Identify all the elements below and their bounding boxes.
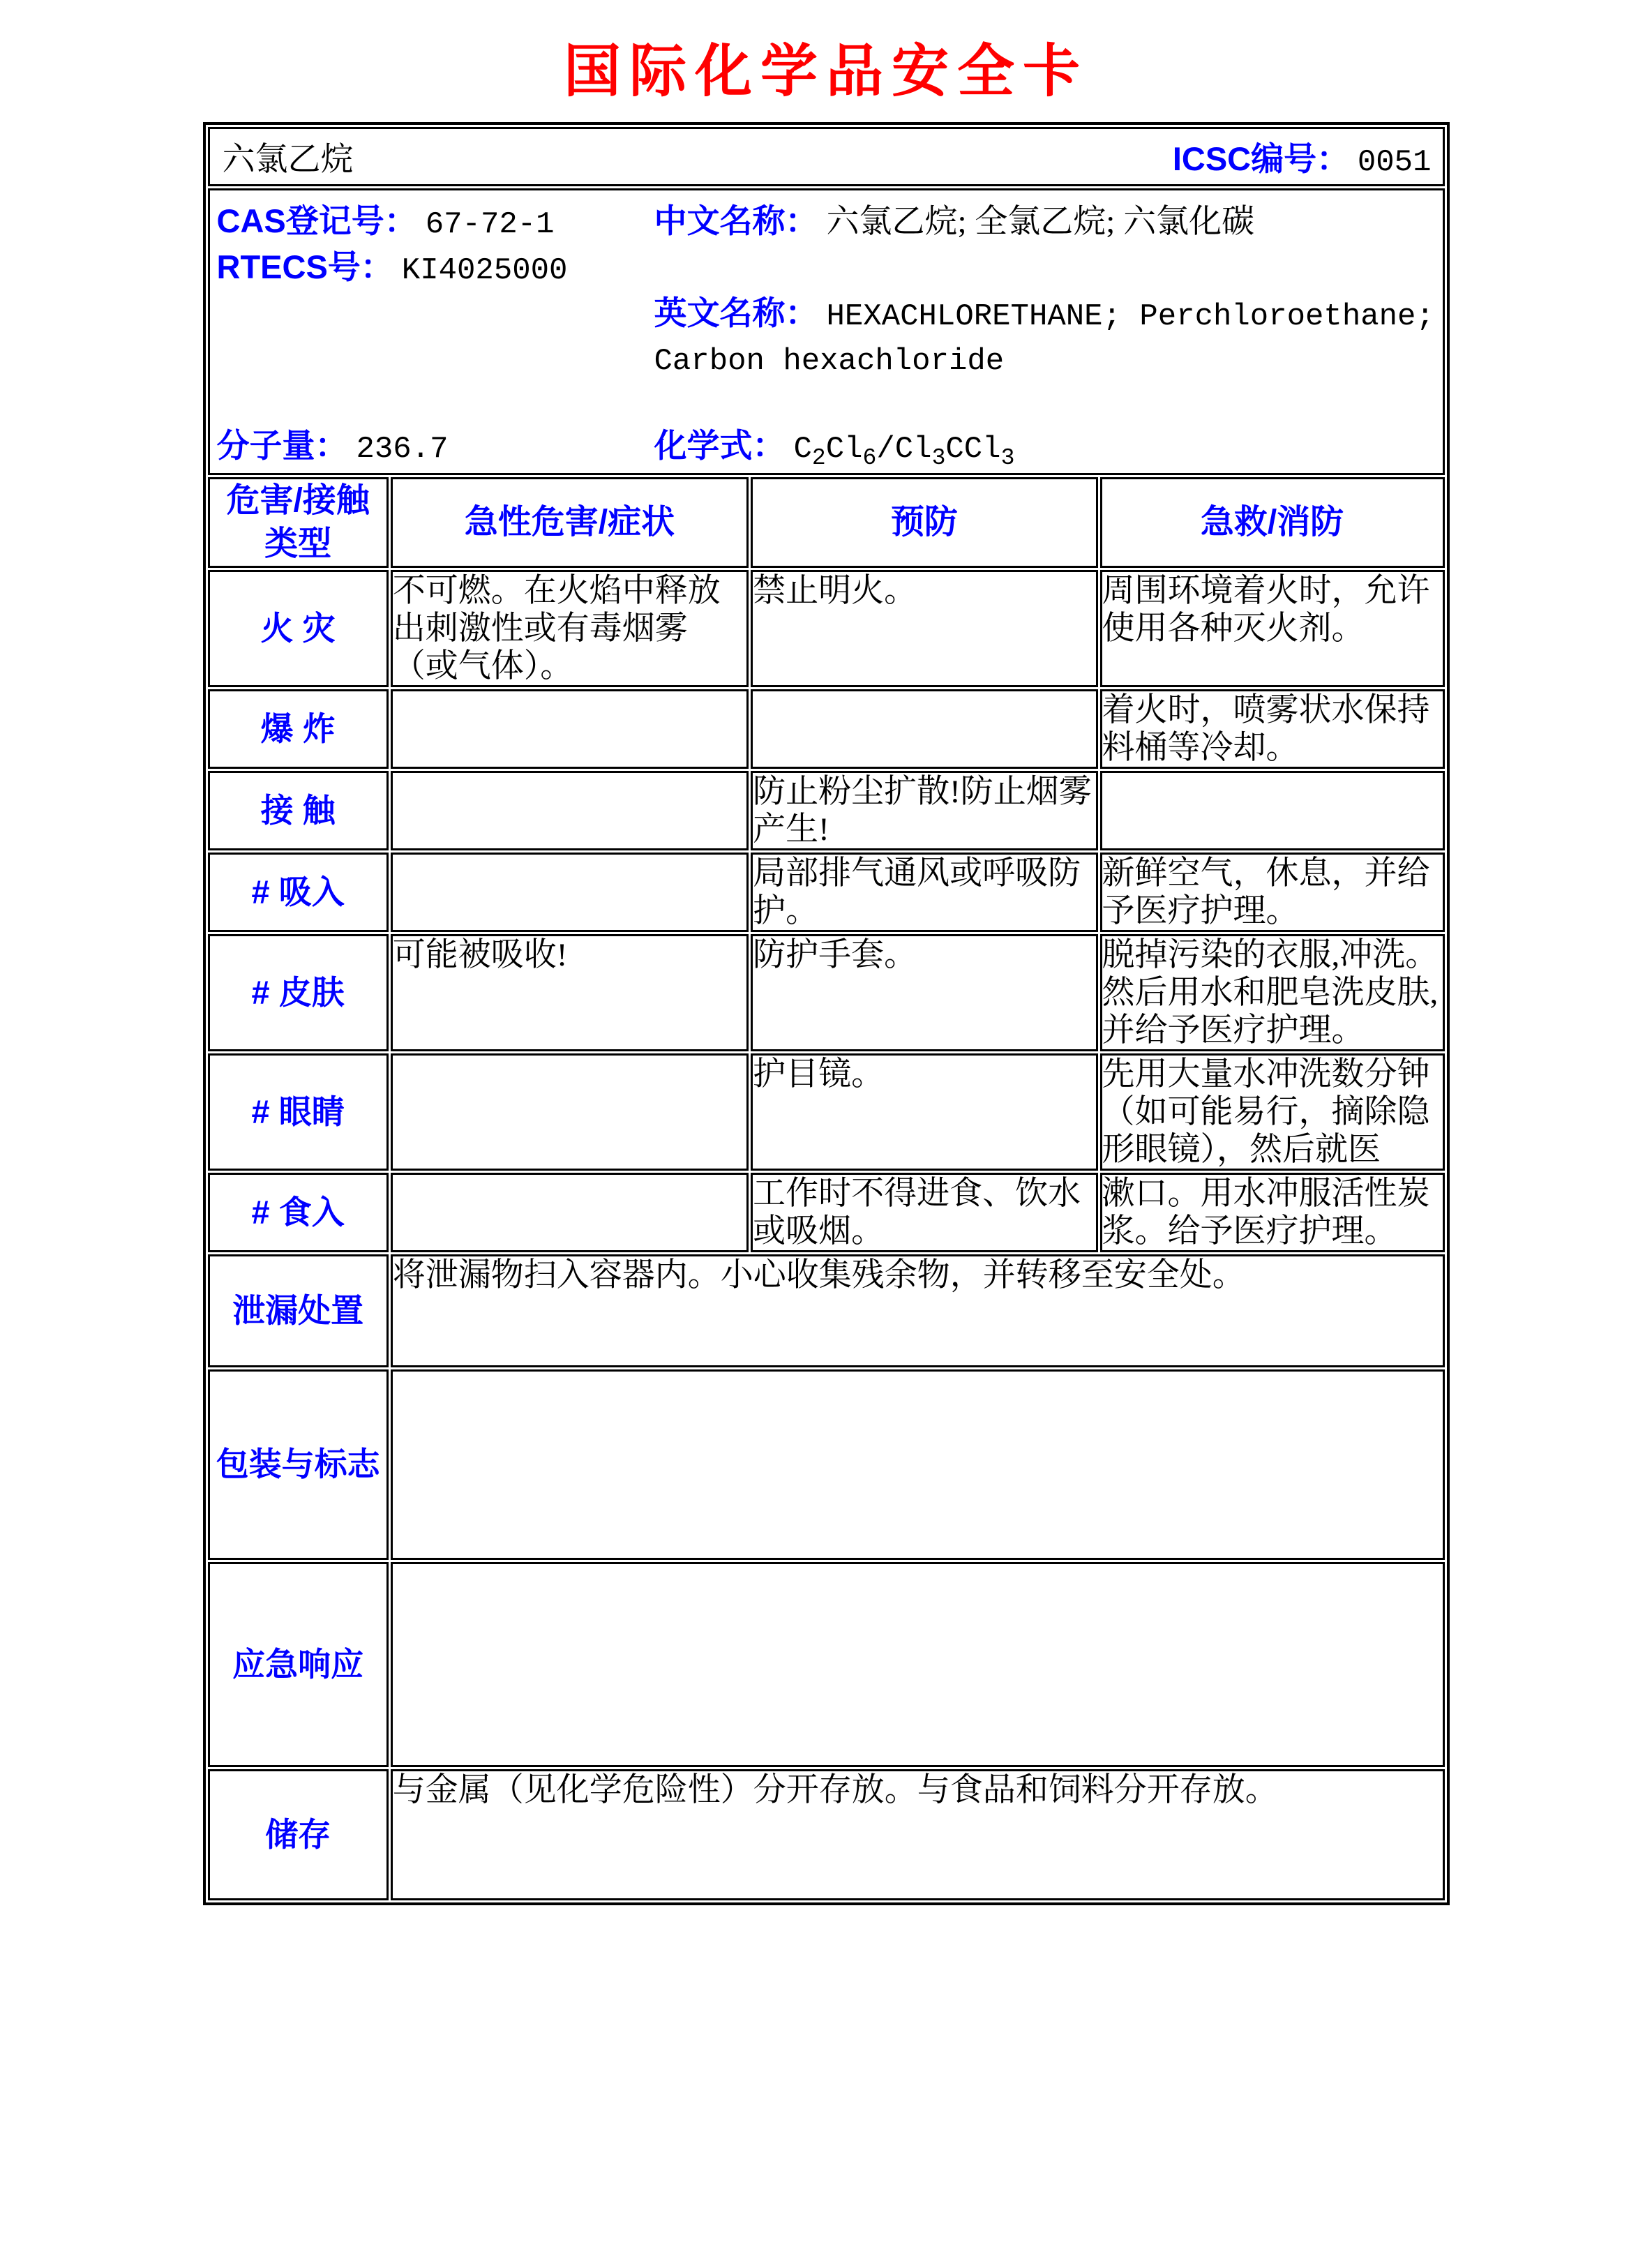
explosion-firstaid-cell: 着火时，喷雾状水保持料桶等冷却。 (1100, 689, 1445, 769)
chemical-name: 六氯乙烷 (222, 141, 354, 178)
spillage-content-cell: 将泄漏物扫入容器内。小心收集残余物，并转移至安全处。 (391, 1254, 1445, 1367)
rtecs-label: RTECS号： (216, 248, 393, 285)
inhalation-prevention-cell: 局部排气通风或呼吸防护。 (751, 853, 1097, 932)
row-label-emergency: 应急响应 (208, 1562, 389, 1767)
formula-line (654, 426, 1015, 469)
row-label-packaging: 包装与标志 (208, 1369, 389, 1560)
english-name-line (654, 292, 1445, 382)
ingestion-symptoms-cell (391, 1173, 749, 1252)
eyes-symptoms-cell (391, 1053, 749, 1171)
table-row-ingestion (208, 1173, 1445, 1252)
row-label-storage: 储存 (208, 1769, 389, 1900)
row-label-explosion: 爆 炸 (208, 689, 389, 769)
chinese-name-line (654, 200, 1443, 243)
molecular-weight-line (217, 426, 449, 469)
fire-symptoms-cell: 不可燃。在火焰中释放出刺激性或有毒烟雾（或气体）。 (391, 570, 749, 687)
packaging-content-cell (391, 1369, 1445, 1560)
row-label-skin: # 皮肤 (208, 934, 389, 1051)
row-label-inhalation: # 吸入 (208, 853, 389, 932)
exposure-symptoms-cell (391, 771, 749, 850)
cas-number-line (217, 202, 555, 244)
hazard-header-prevention: 预防 (751, 477, 1097, 568)
table-row-explosion (208, 689, 1445, 769)
ingestion-firstaid-cell: 漱口。用水冲服活性炭浆。给予医疗护理。 (1100, 1173, 1445, 1252)
fire-firstaid-cell: 周围环境着火时，允许使用各种灭火剂。 (1100, 570, 1445, 687)
table-row-eyes (208, 1053, 1445, 1171)
row-label-eyes: # 眼睛 (208, 1053, 389, 1171)
fire-prevention-cell: 禁止明火。 (751, 570, 1097, 687)
formula-value: $C_2Cl_6/Cl_3CCl_3$ (793, 431, 1015, 471)
inhalation-symptoms-cell (391, 853, 749, 932)
cas-label: CAS登记号： (216, 202, 417, 239)
table-row-packaging (208, 1369, 1445, 1560)
name-bar (208, 127, 1445, 186)
row-label-spillage: 泄漏处置 (208, 1254, 389, 1367)
chinese-name-value: 六氯乙烷; 全氯乙烷; 六氯化碳 (826, 203, 1255, 240)
skin-prevention-cell: 防护手套。 (751, 934, 1097, 1051)
explosion-prevention-cell (751, 689, 1097, 769)
cas-value: 67-72-1 (425, 207, 555, 242)
row-label-exposure: 接 触 (208, 771, 389, 850)
skin-symptoms-cell: 可能被吸收! (391, 934, 749, 1051)
hazard-header-type: 危害/接触 类型 (208, 477, 389, 568)
molecular-weight-value: 236.7 (356, 431, 449, 467)
row-label-ingestion: # 食入 (208, 1173, 389, 1252)
table-row-emergency (208, 1562, 1445, 1767)
icsc-number-label: ICSC编号： (1172, 140, 1350, 177)
table-row-inhalation (208, 853, 1445, 932)
hazard-header-symptoms: 急性危害/症状 (391, 477, 749, 568)
exposure-prevention-cell: 防止粉尘扩散!防止烟雾产生! (751, 771, 1097, 850)
table-row-exposure (208, 771, 1445, 850)
page-title: 国际化学品安全卡 (563, 40, 1088, 103)
formula-label: 化学式： (654, 426, 786, 464)
inhalation-firstaid-cell: 新鲜空气，休息，并给予医疗护理。 (1100, 853, 1445, 932)
table-row-storage (208, 1769, 1445, 1900)
safety-card-table (203, 122, 1450, 1905)
eyes-firstaid-cell: 先用大量水冲洗数分钟（如可能易行，摘除隐形眼镜），然后就医 (1100, 1053, 1445, 1171)
explosion-symptoms-cell (391, 689, 749, 769)
english-name-value: HEXACHLORETHANE; Perchloroethane; Carbon hexachloride (654, 299, 1434, 379)
icsc-number-value: 0051 (1357, 144, 1432, 180)
table-row-skin (208, 934, 1445, 1051)
skin-firstaid-cell: 脱掉污染的衣服,冲洗。然后用水和肥皂洗皮肤,并给予医疗护理。 (1100, 934, 1445, 1051)
chinese-name-label: 中文名称： (654, 202, 818, 239)
icsc-number (1173, 133, 1432, 180)
rtecs-value: KI4025000 (401, 253, 568, 288)
molecular-weight-label: 分子量： (216, 426, 348, 464)
identity-section (208, 188, 1445, 475)
row-label-fire: 火 灾 (208, 570, 389, 687)
table-row-spillage (208, 1254, 1445, 1367)
ingestion-prevention-cell: 工作时不得进食、饮水或吸烟。 (751, 1173, 1097, 1252)
hazard-header-firstaid: 急救/消防 (1100, 477, 1445, 568)
storage-content-cell: 与金属（见化学危险性）分开存放。与食品和饲料分开存放。 (391, 1769, 1445, 1900)
english-name-label: 英文名称： (654, 294, 818, 331)
eyes-prevention-cell: 护目镜。 (751, 1053, 1097, 1171)
rtecs-number-line (217, 248, 568, 290)
exposure-firstaid-cell (1100, 771, 1445, 850)
emergency-content-cell (391, 1562, 1445, 1767)
table-row-fire (208, 570, 1445, 687)
